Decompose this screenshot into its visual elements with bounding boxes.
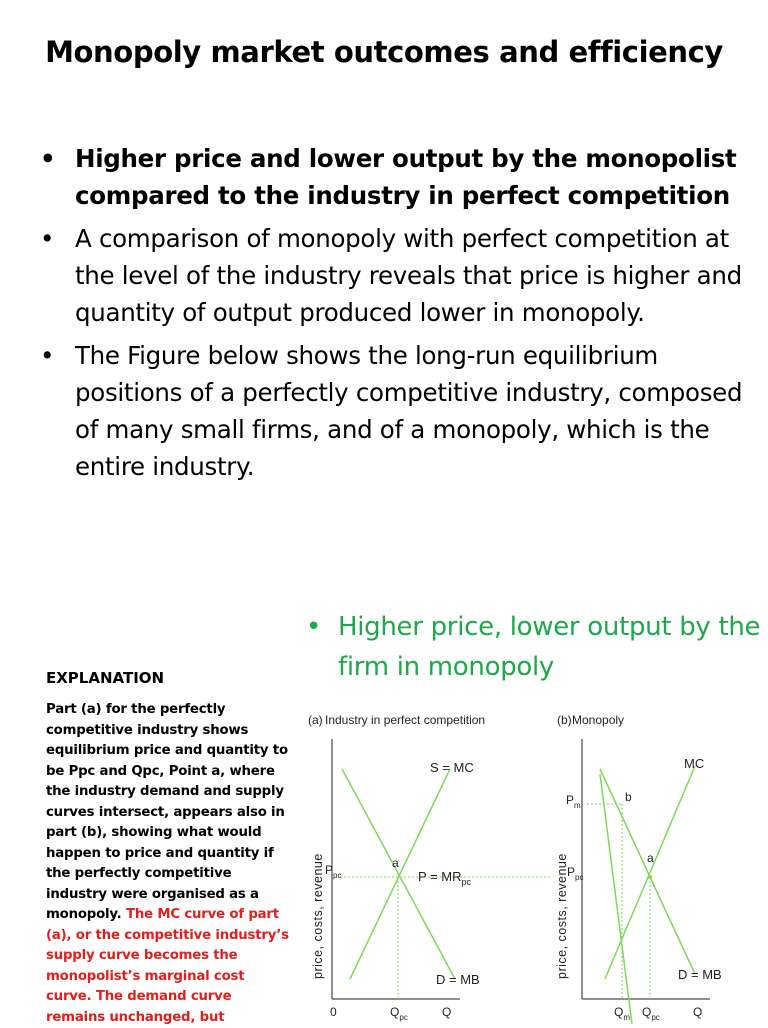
panel-b-qpc-tick: $Q_{pc}$ [642,1005,660,1022]
panel-a-supply-label: S = MC [430,760,474,775]
explanation-red-text: The MC curve of part (a), or the competitive industry’s supply curve becomes the monopolist’s marginal cost curve. The demand curve remains unchanged, but [46,907,289,1025]
bullet-dot: • [40,341,55,370]
panel-a-demand-label: D = MB [436,972,480,987]
panel-a-title: Industry in perfect competition [325,713,486,727]
bullet-item [40,337,745,485]
panel-b-ppc-tick: $P_{pc}$ [567,865,584,882]
panel-a-x-axis-end: Q [442,1005,452,1019]
panel-b [555,713,722,1024]
panel-a-y-axis-label: price, costs, revenue [311,853,325,979]
explanation-text [46,700,291,1028]
panel-a-tag: (a) [308,713,323,727]
panel-b-point-a: a [647,851,654,865]
panel-b-pm-tick: $P_m$ [566,793,581,810]
panel-b-title: Monopoly [572,713,625,727]
panel-b-mc-curve [605,766,695,979]
bullet-dot: • [40,224,55,253]
panel-a-point-a: a [392,856,399,870]
slide-title: Monopoly market outcomes and efficiency [45,35,723,69]
panel-b-mr-curve [600,774,632,1024]
bullet-item [40,220,745,331]
bullet-text: Higher price and lower output by the monopolist compared to the industry in perfect competition [75,144,737,210]
panel-a-origin: 0 [330,1005,337,1019]
explanation-black-text: Part (a) for the perfectly competitive industry shows equilibrium price and quantity to be Ppc and Qpc, Point a, where the industry demand and supply curves intersect, appears also in part (b), showing what would happen to price and quantity if the perfectly competitive industry were organised as a monopoly. [46,702,288,922]
bullet-text: A comparison of monopoly with perfect competition at the level of the industry reveals that price is higher and quantity of output produced lower in monopoly. [75,224,742,327]
panel-b-demand-label: D = MB [678,967,722,982]
bullet-dot: • [306,612,322,642]
figure-svg [300,694,768,1024]
bullet-dot: • [40,144,56,173]
panel-b-x-axis-end: Q [693,1005,703,1019]
panel-b-qm-tick: $Q_m$ [614,1005,631,1022]
panel-a-q-tick: $Q_{pc}$ [390,1005,408,1022]
green-bullet [306,607,768,687]
bullet-list [40,140,745,491]
bullet-text: The Figure below shows the long-run equilibrium positions of a perfectly competitive industry, composed of many small firms, and of a monopoly, which is the entire industry. [75,341,743,481]
panel-a-p-tick: $P_{pc}$ [325,863,342,880]
panel-b-equilibrium-dot [648,875,652,879]
explanation-heading: EXPLANATION [46,669,165,687]
panel-b-y-axis-label: price, costs, revenue [555,853,569,979]
panel-a [308,713,550,1022]
panel-b-point-b: b [625,790,632,804]
panel-a-price-label: $P = MR_{pc}$ [418,869,471,887]
economics-figure [300,694,768,1024]
green-bullet-text: Higher price, lower output by the firm in monopoly [338,612,761,682]
panel-b-tag: (b) [557,713,572,727]
panel-b-mc-label: MC [684,756,705,771]
bullet-item [40,140,745,214]
